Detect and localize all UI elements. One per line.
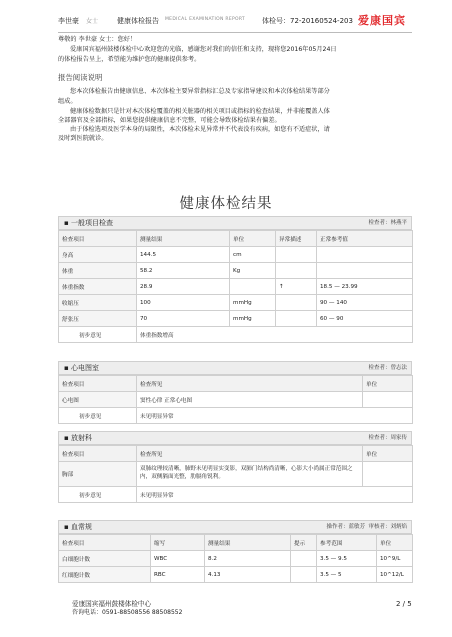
cell: 70 xyxy=(137,311,230,327)
cell: 窦性心律 正常心电图 xyxy=(137,392,363,408)
brand-logo: 爱康国宾 xyxy=(358,14,406,27)
cell: 收缩压 xyxy=(59,295,137,311)
cell: mmHg xyxy=(230,311,276,327)
cell: Kg xyxy=(230,263,276,279)
cell: 3.5 — 5 xyxy=(317,567,377,583)
ecg-table xyxy=(58,375,413,424)
cell xyxy=(363,392,413,408)
cell xyxy=(291,551,317,567)
section-doctor-radiology: 检查者：周家传 xyxy=(368,435,407,441)
cell: RBC xyxy=(151,567,205,583)
section-title-general: 一般项目检查 xyxy=(70,219,113,227)
table-header-row xyxy=(59,231,413,247)
table-row xyxy=(59,279,413,295)
cell: 体重 xyxy=(59,263,137,279)
section-general xyxy=(58,216,412,343)
footer-center-name: 爱康国宾福州鼓楼体检中心 xyxy=(72,600,152,608)
column-header: 单位 xyxy=(230,231,276,247)
column-header: 检查项目 xyxy=(59,376,137,392)
cell: 100 xyxy=(137,295,230,311)
page-number: 2 / 5 xyxy=(396,600,412,608)
table-header-row xyxy=(59,446,413,462)
cell: WBC xyxy=(151,551,205,567)
section-staff-blood xyxy=(326,522,407,533)
cell: 4.13 xyxy=(205,567,291,583)
patient-gender: 女士 xyxy=(86,18,99,25)
cell: 18.5 — 23.99 xyxy=(317,279,413,295)
section-doctor-general: 检查者：林燕平 xyxy=(368,220,407,226)
report-title: 健康体检报告 xyxy=(117,17,159,25)
advice-label: 初步意见 xyxy=(59,487,137,503)
cell: 10^9/L xyxy=(377,551,413,567)
cell xyxy=(276,311,317,327)
advice-row xyxy=(59,408,413,424)
guide-p1-line2: 组成。 xyxy=(58,98,77,105)
section-blood xyxy=(58,520,412,583)
report-title-en: MEDICAL EXAMINATION REPORT xyxy=(165,17,245,22)
cell: 28.9 xyxy=(137,279,230,295)
cell: 双肺纹理较清晰，肺野未见明显实变影，双肺门结构尚清晰，心影大小尚属正常范围之内，双侧膈面光整，肋膈角锐利。 xyxy=(137,462,363,487)
column-header: 单位 xyxy=(377,535,413,551)
cell: 心电图 xyxy=(59,392,137,408)
advice-text: 未见明显异常 xyxy=(137,487,413,503)
advice-label: 初步意见 xyxy=(59,408,137,424)
cell: cm xyxy=(230,247,276,263)
column-header: 检查所见 xyxy=(137,446,363,462)
cell: 白细胞计数 xyxy=(59,551,151,567)
table-row xyxy=(59,392,413,408)
blood-table xyxy=(58,534,413,583)
report-number: 体检号：72-20160524-203 xyxy=(262,17,353,25)
advice-label: 初步意见 xyxy=(59,327,137,343)
advice-text: 体重指数增高 xyxy=(137,327,413,343)
bullet-icon: ▪ xyxy=(64,523,69,531)
table-row xyxy=(59,247,413,263)
bullet-icon: ▪ xyxy=(64,219,69,227)
advice-text: 未见明显异常 xyxy=(137,408,413,424)
table-row xyxy=(59,551,413,567)
column-header: 检查所见 xyxy=(137,376,363,392)
cell: 胸部 xyxy=(59,462,137,487)
section-title-ecg: 心电图室 xyxy=(70,364,99,372)
section-bar-radiology xyxy=(58,431,412,445)
greeting-line-2: 的体检报告呈上，希望能为维护您的健康提供参考。 xyxy=(58,56,201,63)
cell: 10^12/L xyxy=(377,567,413,583)
cell: 60 — 90 xyxy=(317,311,413,327)
guide-heading: 报告阅读说明 xyxy=(58,73,103,82)
column-header: 测量结果 xyxy=(137,231,230,247)
table-row xyxy=(59,567,413,583)
guide-p2-line2: 全部器官及全部指标，如果您提供健康信息不完整，可能会导致体检结果有偏差。 xyxy=(58,117,281,124)
general-table xyxy=(58,230,413,343)
column-header: 缩写 xyxy=(151,535,205,551)
column-header: 异常描述 xyxy=(276,231,317,247)
advice-row xyxy=(59,487,413,503)
cell xyxy=(317,263,413,279)
guide-p3-line1: 由于体检选项及医学本身的局限性，本次体检未见异常并不代表没有疾病，如您有不适症状，请 xyxy=(70,126,330,133)
bullet-icon: ▪ xyxy=(64,364,69,372)
cell xyxy=(291,567,317,583)
column-header: 单位 xyxy=(363,446,413,462)
cell xyxy=(276,295,317,311)
column-header: 检查项目 xyxy=(59,446,137,462)
guide-p3-line2: 及时到医院就诊。 xyxy=(58,135,108,142)
abnormal-arrow-cell: ↑ xyxy=(276,279,317,295)
section-bar-ecg xyxy=(58,361,412,375)
cell: 8.2 xyxy=(205,551,291,567)
cell: 58.2 xyxy=(137,263,230,279)
patient-name: 李世豪 xyxy=(58,17,79,25)
table-row xyxy=(59,311,413,327)
table-header-row xyxy=(59,535,413,551)
column-header: 检查项目 xyxy=(59,231,137,247)
guide-p1-line1: 您本次体检报告由健康信息、本次体检主要异常指标汇总及专家指导建议和本次体检结果等部分 xyxy=(70,88,330,95)
cell: 3.5 — 9.5 xyxy=(317,551,377,567)
cell xyxy=(363,462,413,487)
section-ecg xyxy=(58,361,412,424)
guide-p2-line1: 健康体检数据只是针对本次体检覆盖的相关脏器的相关项目或指标的检查结果，并非能覆盖人体 xyxy=(70,108,330,115)
section-bar-general xyxy=(58,216,412,230)
cell: 体重指数 xyxy=(59,279,137,295)
column-header: 检查项目 xyxy=(59,535,151,551)
results-title: 健康体检结果 xyxy=(179,196,273,212)
cell xyxy=(317,247,413,263)
section-bar-blood xyxy=(58,520,412,534)
section-radiology xyxy=(58,431,412,503)
greeting-line-1: 爱康国宾福州鼓楼体检中心欢迎您的光临，感谢您对我们的信任和支持，现将您2016年05月24日 xyxy=(70,46,337,53)
section-title-radiology: 放射科 xyxy=(70,434,92,442)
section-title-blood: 血常规 xyxy=(70,523,92,531)
reviewer: 审核者：刘炳焰 xyxy=(368,524,407,530)
column-header: 测量结果 xyxy=(205,535,291,551)
column-header: 正常参考值 xyxy=(317,231,413,247)
greeting-salutation: 尊敬的 李世豪 女士：您好！ xyxy=(58,36,137,43)
column-header: 参考范围 xyxy=(317,535,377,551)
column-header: 提示 xyxy=(291,535,317,551)
cell: 90 — 140 xyxy=(317,295,413,311)
bullet-icon: ▪ xyxy=(64,434,69,442)
cell xyxy=(230,279,276,295)
cell xyxy=(276,247,317,263)
table-row xyxy=(59,295,413,311)
footer-phone: 咨询电话：0591-88508556 88508552 xyxy=(72,609,183,616)
page-header xyxy=(58,10,412,33)
cell: 身高 xyxy=(59,247,137,263)
cell xyxy=(276,263,317,279)
table-row xyxy=(59,263,413,279)
cell: 144.5 xyxy=(137,247,230,263)
advice-row xyxy=(59,327,413,343)
cell: 红细胞计数 xyxy=(59,567,151,583)
radiology-table xyxy=(58,445,413,503)
table-row xyxy=(59,462,413,487)
section-doctor-ecg: 检查者：曾志法 xyxy=(368,365,407,371)
operator: 操作者：蓝敏芳 xyxy=(326,524,365,530)
cell: 舒张压 xyxy=(59,311,137,327)
column-header: 单位 xyxy=(363,376,413,392)
cell: mmHg xyxy=(230,295,276,311)
table-header-row xyxy=(59,376,413,392)
